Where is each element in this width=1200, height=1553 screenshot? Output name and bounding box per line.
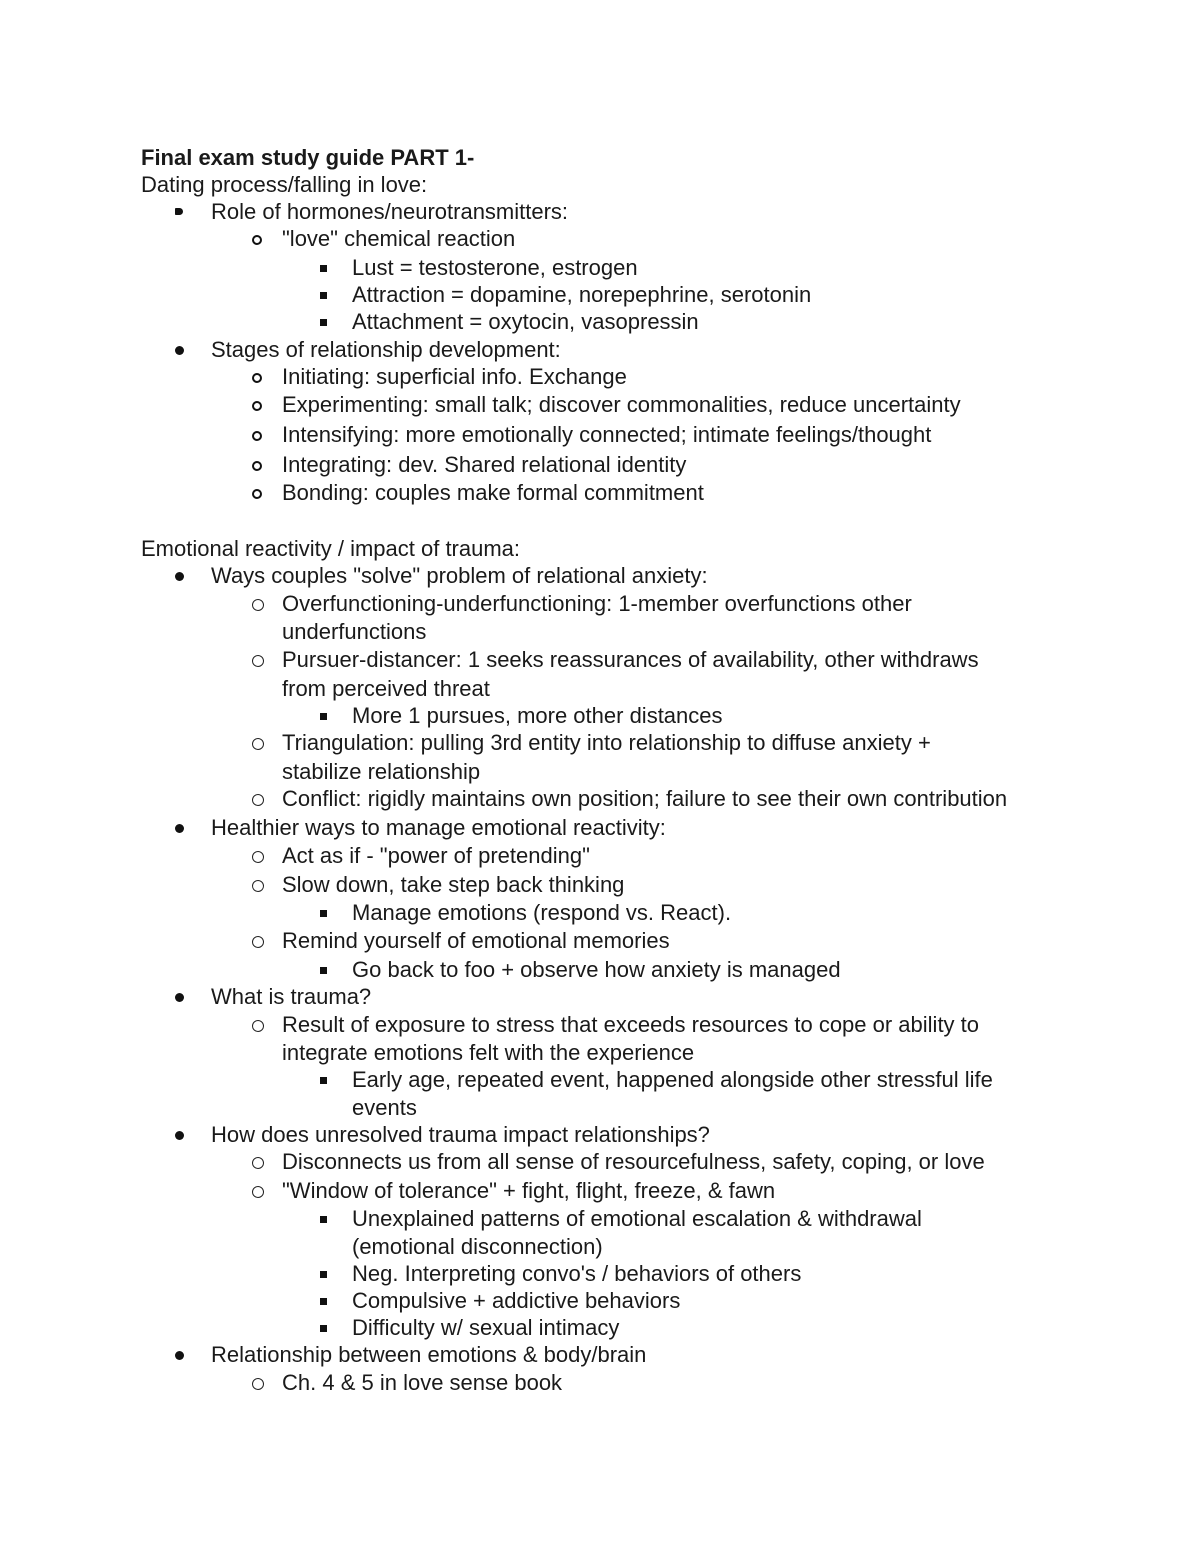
list-item: Intensifying: more emotionally connected; intimate feelings/thought (282, 422, 932, 447)
list-item: Role of hormones/neurotransmitters: (211, 199, 569, 224)
list-item: Overfunctioning-underfunctioning: 1-member overfunctions other (282, 591, 912, 616)
list-item: Disconnects us from all sense of resourcefulness, safety, coping, or love (282, 1149, 985, 1174)
list-item: Neg. Interpreting convo's / behaviors of others (352, 1261, 802, 1286)
bullet-square-icon (320, 967, 327, 974)
list-item: from perceived threat (282, 676, 490, 701)
bullet-square-icon (320, 1271, 327, 1278)
bullet-ring-icon (252, 373, 262, 383)
list-item: Result of exposure to stress that exceeds resources to cope or ability to (282, 1012, 980, 1037)
bullet-square-icon (320, 1325, 327, 1332)
list-item: stabilize relationship (282, 759, 481, 784)
list-item: Healthier ways to manage emotional reactivity: (211, 815, 666, 840)
list-item: More 1 pursues, more other distances (352, 703, 723, 728)
list-item: Remind yourself of emotional memories (282, 928, 670, 953)
list-item: Triangulation: pulling 3rd entity into relationship to diffuse anxiety + (282, 730, 931, 755)
list-item: integrate emotions felt with the experience (282, 1040, 695, 1065)
list-item: "love" chemical reaction (282, 226, 516, 251)
list-item: Difficulty w/ sexual intimacy (352, 1315, 620, 1340)
list-item: Attachment = oxytocin, vasopressin (352, 309, 699, 334)
bullet-square-icon (320, 1298, 327, 1305)
list-item: Ch. 4 & 5 in love sense book (282, 1370, 563, 1395)
list-item: Compulsive + addictive behaviors (352, 1288, 681, 1313)
bullet-circle-icon (252, 1020, 264, 1032)
bullet-circle-icon (252, 851, 264, 863)
bullet-square-icon (320, 713, 327, 720)
section-heading: Dating process/falling in love: (141, 172, 428, 197)
bullet-square-icon (320, 265, 327, 272)
list-item: Lust = testosterone, estrogen (352, 255, 638, 280)
list-item: underfunctions (282, 619, 427, 644)
bullet-disc-icon (175, 993, 184, 1002)
list-item: Relationship between emotions & body/brain (211, 1342, 647, 1367)
bullet-circle-icon (252, 794, 264, 806)
bullet-disc-icon (175, 346, 184, 355)
list-item: (emotional disconnection) (352, 1234, 603, 1259)
list-item: Initiating: superficial info. Exchange (282, 364, 627, 389)
list-item: Ways couples "solve" problem of relational anxiety: (211, 563, 708, 588)
bullet-ring-icon (252, 461, 262, 471)
list-item: Slow down, take step back thinking (282, 872, 625, 897)
bullet-circle-icon (252, 880, 264, 892)
bullet-disc-icon (175, 572, 184, 581)
bullet-disc-icon (175, 1351, 184, 1360)
bullet-ring-icon (252, 431, 262, 441)
bullet-circle-icon (252, 1186, 264, 1198)
bullet-circle-icon (252, 655, 264, 667)
bullet-square-icon (320, 910, 327, 917)
list-item: Conflict: rigidly maintains own position; failure to see their own contribution (282, 786, 1008, 811)
list-item: events (352, 1095, 417, 1120)
bullet-disc-icon (175, 208, 183, 215)
list-item: Act as if - "power of pretending" (282, 843, 590, 868)
list-item: Go back to foo + observe how anxiety is managed (352, 957, 841, 982)
bullet-circle-icon (252, 936, 264, 948)
list-item: Early age, repeated event, happened alongside other stressful life (352, 1067, 993, 1092)
list-item: "Window of tolerance" + fight, flight, freeze, & fawn (282, 1178, 776, 1203)
list-item: Unexplained patterns of emotional escalation & withdrawal (352, 1206, 922, 1231)
list-item: Experimenting: small talk; discover commonalities, reduce uncertainty (282, 392, 961, 417)
document-title: Final exam study guide PART 1- (141, 145, 475, 170)
section-heading: Emotional reactivity / impact of trauma: (141, 536, 521, 561)
bullet-disc-icon (175, 824, 184, 833)
bullet-circle-icon (252, 599, 264, 611)
bullet-ring-icon (252, 401, 262, 411)
list-item: Manage emotions (respond vs. React). (352, 900, 732, 925)
bullet-circle-icon (252, 738, 264, 750)
bullet-square-icon (320, 1077, 327, 1084)
list-item: Bonding: couples make formal commitment (282, 480, 704, 505)
list-item: Integrating: dev. Shared relational identity (282, 452, 687, 477)
bullet-circle-icon (252, 1378, 264, 1390)
list-item: What is trauma? (211, 984, 372, 1009)
bullet-ring-icon (252, 489, 262, 499)
list-item: How does unresolved trauma impact relationships? (211, 1122, 710, 1147)
bullet-ring-icon (252, 235, 262, 245)
list-item: Attraction = dopamine, norepephrine, serotonin (352, 282, 812, 307)
list-item: Stages of relationship development: (211, 337, 561, 362)
bullet-square-icon (320, 292, 327, 299)
bullet-square-icon (320, 319, 327, 326)
bullet-disc-icon (175, 1131, 184, 1140)
list-item: Pursuer-distancer: 1 seeks reassurances of availability, other withdraws (282, 647, 979, 672)
bullet-square-icon (320, 1216, 327, 1223)
bullet-circle-icon (252, 1157, 264, 1169)
